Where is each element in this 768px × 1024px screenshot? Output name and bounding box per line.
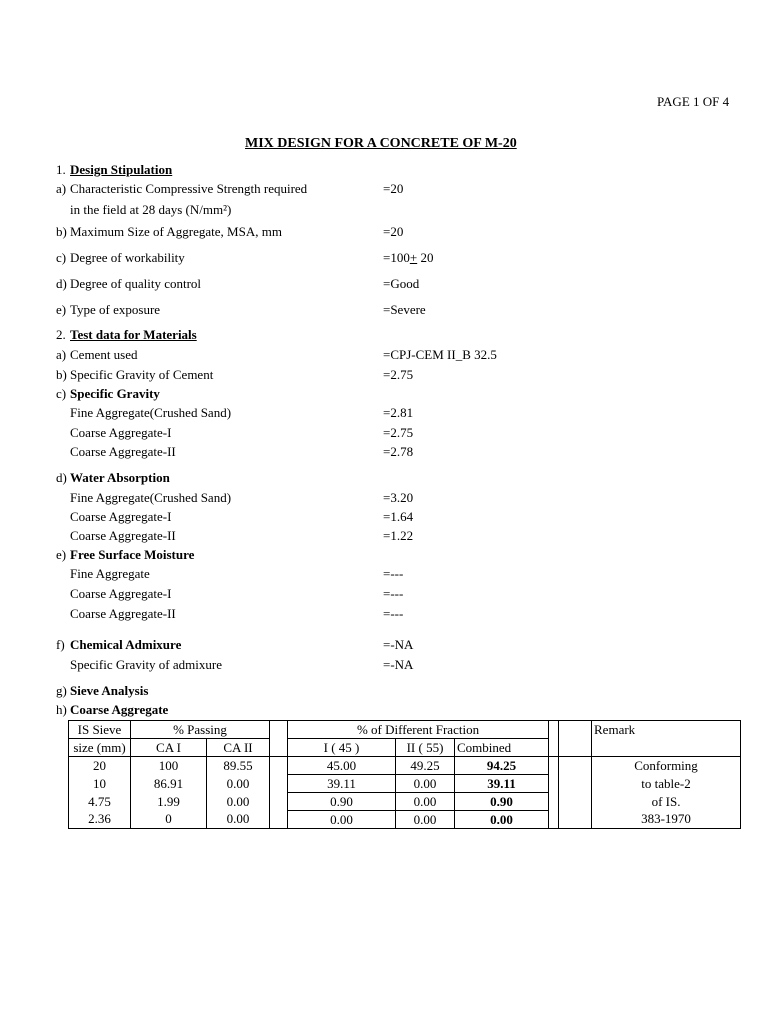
spacer-cell bbox=[559, 775, 592, 793]
item-label: Fine Aggregate(Crushed Sand) bbox=[70, 490, 232, 505]
item-value: =20 bbox=[383, 224, 404, 239]
item-key: c) bbox=[56, 386, 67, 401]
item-label: Specific Gravity of admixure bbox=[70, 657, 222, 672]
spacer-cell bbox=[270, 775, 288, 793]
section-1-number: 1. bbox=[56, 162, 66, 177]
spacer-cell bbox=[559, 757, 592, 775]
cell-combined: 0.90 bbox=[455, 793, 549, 811]
item-value: =2.75 bbox=[383, 367, 414, 382]
spacer-cell bbox=[549, 811, 559, 829]
item-key: b) bbox=[56, 367, 67, 382]
cell-fraction-1: 0.00 bbox=[288, 811, 396, 829]
item-value: =Good bbox=[383, 276, 420, 291]
item-label: Coarse Aggregate-I bbox=[70, 586, 172, 601]
subsection-heading: Sieve Analysis bbox=[70, 683, 149, 698]
spacer-cell bbox=[549, 793, 559, 811]
cell-fraction-2: 0.00 bbox=[396, 775, 455, 793]
spacer-cell bbox=[270, 721, 288, 757]
cell-fraction-1: 0.90 bbox=[288, 793, 396, 811]
spacer-cell bbox=[559, 721, 592, 757]
item-value bbox=[383, 250, 433, 266]
item-label: Type of exposure bbox=[70, 302, 161, 317]
item-value: =--- bbox=[383, 586, 404, 601]
header-fraction-1: I ( 45 ) bbox=[288, 739, 396, 757]
spacer-cell bbox=[592, 739, 741, 757]
subsection-heading: Water Absorption bbox=[70, 470, 170, 485]
header-passing: % Passing bbox=[131, 721, 270, 739]
item-label: Fine Aggregate bbox=[70, 566, 150, 581]
spacer-cell bbox=[270, 811, 288, 829]
item-value: =2.78 bbox=[383, 444, 414, 459]
spacer-cell bbox=[559, 811, 592, 829]
item-value: =-NA bbox=[383, 657, 414, 672]
cell-ca2: 0.00 bbox=[207, 775, 270, 793]
item-value: =2.81 bbox=[383, 405, 414, 420]
item-key: e) bbox=[56, 547, 67, 562]
header-ca2: CA II bbox=[207, 739, 270, 757]
item-key: d) bbox=[56, 470, 67, 485]
cell-combined: 94.25 bbox=[455, 757, 549, 775]
header-sieve: IS Sieve bbox=[69, 721, 131, 739]
cell-remark: Conforming bbox=[592, 757, 741, 775]
subsection-heading: Specific Gravity bbox=[70, 386, 160, 401]
cell-ca2: 89.55 bbox=[207, 757, 270, 775]
spacer-cell bbox=[270, 757, 288, 775]
cell-size: 10 bbox=[69, 775, 131, 793]
cell-ca1: 86.91 bbox=[131, 775, 207, 793]
item-key: c) bbox=[56, 250, 67, 265]
item-label: Coarse Aggregate-II bbox=[70, 528, 176, 543]
cell-size: 2.36 bbox=[69, 811, 131, 829]
document-title: MIX DESIGN FOR A CONCRETE OF M-20 bbox=[245, 136, 517, 151]
value-prefix: =100 bbox=[383, 250, 410, 265]
item-key: e) bbox=[56, 302, 67, 317]
cell-remark: 383-1970 bbox=[592, 811, 741, 829]
cell-fraction-2: 0.00 bbox=[396, 793, 455, 811]
item-value: =CPJ-CEM II_B 32.5 bbox=[383, 347, 497, 362]
cell-fraction-2: 0.00 bbox=[396, 811, 455, 829]
item-key: g) bbox=[56, 683, 67, 698]
item-key: a) bbox=[56, 347, 67, 362]
item-label-continued: in the field at 28 days (N/mm²) bbox=[70, 202, 232, 217]
spacer-cell bbox=[549, 757, 559, 775]
item-key: b) bbox=[56, 224, 67, 239]
sieve-analysis-table bbox=[68, 720, 741, 829]
subsection-heading: Chemical Admixure bbox=[70, 637, 182, 652]
item-value: =2.75 bbox=[383, 425, 414, 440]
item-value: =-NA bbox=[383, 637, 414, 652]
table-row bbox=[69, 793, 741, 811]
section-1-heading: Design Stipulation bbox=[70, 162, 173, 177]
table-header-row bbox=[69, 739, 741, 757]
item-value: =1.64 bbox=[383, 509, 414, 524]
item-value: =3.20 bbox=[383, 490, 414, 505]
item-label: Degree of workability bbox=[70, 250, 185, 265]
plus-minus-sign: + bbox=[409, 250, 418, 265]
cell-remark: to table-2 bbox=[592, 775, 741, 793]
spacer-cell bbox=[559, 793, 592, 811]
header-fraction: % of Different Fraction bbox=[288, 721, 549, 739]
item-key: f) bbox=[56, 637, 65, 652]
cell-ca2: 0.00 bbox=[207, 811, 270, 829]
item-label: Coarse Aggregate-II bbox=[70, 606, 176, 621]
item-label: Coarse Aggregate-II bbox=[70, 444, 176, 459]
item-label: Maximum Size of Aggregate, MSA, mm bbox=[70, 224, 282, 239]
section-2-number: 2. bbox=[56, 327, 66, 342]
item-label: Fine Aggregate(Crushed Sand) bbox=[70, 405, 232, 420]
item-key: h) bbox=[56, 702, 67, 717]
item-label: Coarse Aggregate-I bbox=[70, 509, 172, 524]
header-fraction-2: II ( 55) bbox=[396, 739, 455, 757]
cell-combined: 39.11 bbox=[455, 775, 549, 793]
table-row bbox=[69, 757, 741, 775]
spacer-cell bbox=[549, 775, 559, 793]
item-key: d) bbox=[56, 276, 67, 291]
cell-size: 4.75 bbox=[69, 793, 131, 811]
subsection-heading: Coarse Aggregate bbox=[70, 702, 169, 717]
item-value: =--- bbox=[383, 606, 404, 621]
header-ca1: CA I bbox=[131, 739, 207, 757]
spacer-cell bbox=[549, 721, 559, 757]
item-value: =Severe bbox=[383, 302, 426, 317]
header-combined: Combined bbox=[455, 739, 549, 757]
cell-fraction-1: 39.11 bbox=[288, 775, 396, 793]
item-label: Characteristic Compressive Strength required bbox=[70, 181, 308, 196]
value-suffix: 20 bbox=[417, 250, 434, 265]
item-value: =--- bbox=[383, 566, 404, 581]
item-label: Coarse Aggregate-I bbox=[70, 425, 172, 440]
cell-ca2: 0.00 bbox=[207, 793, 270, 811]
cell-fraction-2: 49.25 bbox=[396, 757, 455, 775]
subsection-heading: Free Surface Moisture bbox=[70, 547, 195, 562]
cell-size: 20 bbox=[69, 757, 131, 775]
item-value: =1.22 bbox=[383, 528, 414, 543]
cell-fraction-1: 45.00 bbox=[288, 757, 396, 775]
item-value: =20 bbox=[383, 181, 404, 196]
spacer-cell bbox=[270, 793, 288, 811]
cell-ca1: 100 bbox=[131, 757, 207, 775]
item-label: Specific Gravity of Cement bbox=[70, 367, 214, 382]
cell-combined: 0.00 bbox=[455, 811, 549, 829]
cell-ca1: 1.99 bbox=[131, 793, 207, 811]
item-label: Cement used bbox=[70, 347, 138, 362]
cell-remark: of IS. bbox=[592, 793, 741, 811]
table-row bbox=[69, 775, 741, 793]
header-remark: Remark bbox=[592, 721, 741, 739]
cell-ca1: 0 bbox=[131, 811, 207, 829]
item-key: a) bbox=[56, 181, 67, 196]
header-size: size (mm) bbox=[69, 739, 131, 757]
table-header-row bbox=[69, 721, 741, 739]
table-row bbox=[69, 811, 741, 829]
page-number: PAGE 1 OF 4 bbox=[657, 94, 730, 109]
item-label: Degree of quality control bbox=[70, 276, 202, 291]
section-2-heading: Test data for Materials bbox=[70, 327, 197, 342]
